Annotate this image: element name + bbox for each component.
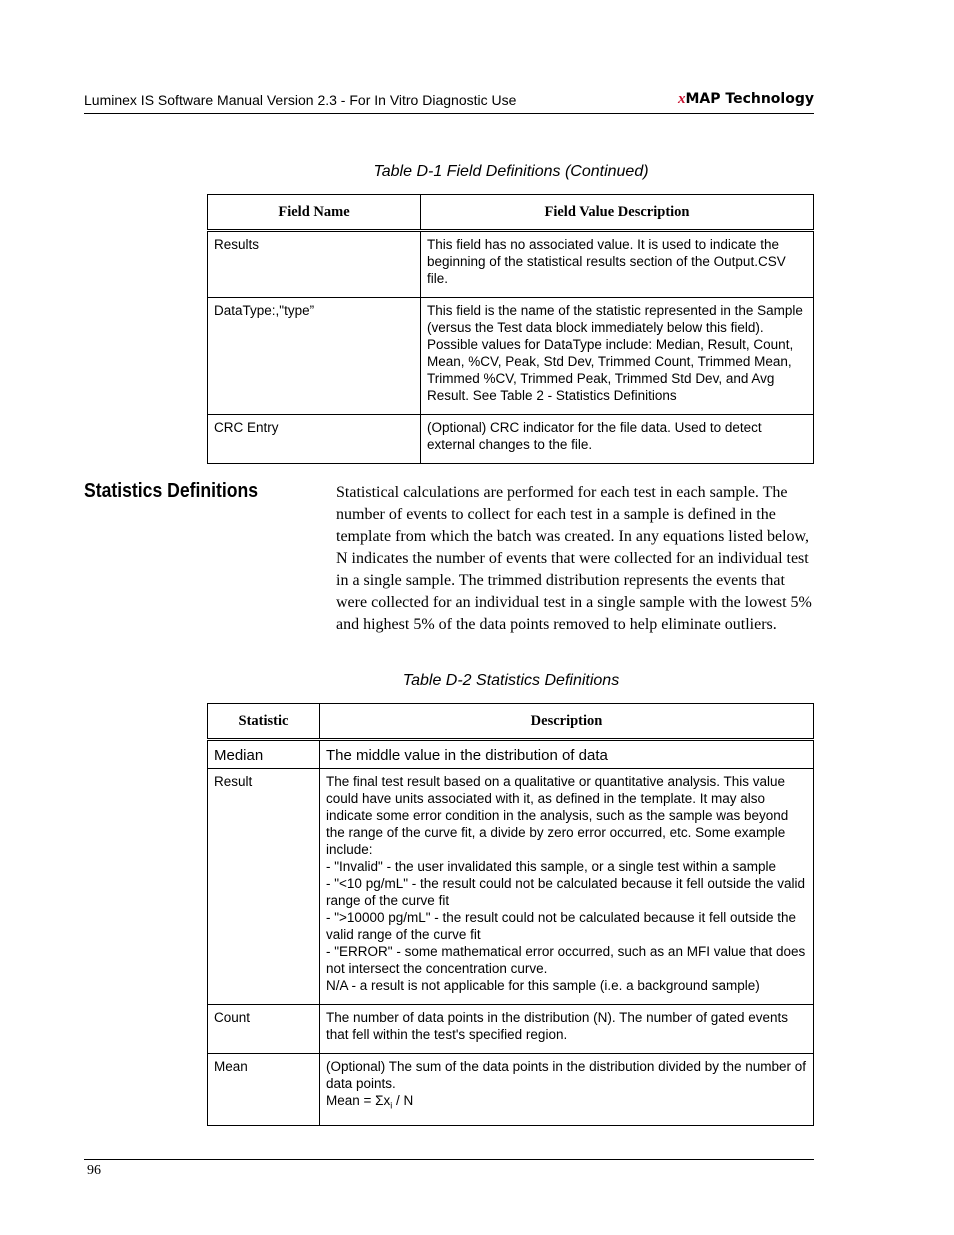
table1-caption: Table D-1 Field Definitions (Continued) [373,163,649,180]
brand-logo: xMAP Technology [677,91,814,107]
table-row [208,769,814,1005]
table-row [208,298,814,415]
result-line: - "<10 pg/mL" - the result could not be calculated because it fell outside the valid range of the curve fit [326,876,805,908]
result-line: - ">10000 pg/mL" - the result could not be calculated because it fell outside the valid range of the curve fit [326,910,797,942]
field-name-cell: DataType:,"type” [208,298,421,415]
table2-caption: Table D-2 Statistics Definitions [402,672,620,689]
table-row [208,231,814,298]
statistic-description-cell [320,769,814,1005]
field-name-cell: CRC Entry [208,415,421,464]
section-heading: Statistics Definitions [84,480,259,502]
statistic-name-cell: Result [208,769,320,1005]
field-description-cell: This field is the name of the statistic represented in the Sample (versus the Test data block immediately below this field). Possible values for DataType include: Median, Result, Count, Mean, %CV, Peak, Std Dev, Trimmed Count, Trimmed Mean, Trimmed %CV, Trimmed Peak, Trimmed Std Dev, and Avg Result. See Table 2 - Statistics Definitions [421,298,814,415]
column-header: Field Name [208,195,421,231]
mean-formula: Mean = $\Sigma x_i$ / N [326,1093,414,1111]
statistic-description-cell [320,1054,814,1126]
footer-rule [84,1159,814,1160]
statistic-description-cell: The number of data points in the distribution (N). The number of gated events that fell within the test's specified region. [320,1005,814,1054]
table-header-row [208,195,814,231]
result-line: - "ERROR" - some mathematical error occurred, such as an MFI value that does not intersect the concentration curve. [326,944,806,976]
page-number: 96 [87,1163,101,1178]
field-definitions-table [207,194,814,464]
statistic-description-cell: The middle value in the distribution of data [320,740,814,769]
result-line: - "Invalid" - the user invalidated this sample, or a single test within a sample [326,859,777,874]
statistic-name-cell: Median [208,740,320,769]
table-row [208,740,814,769]
header-rule [84,113,814,114]
mean-description: (Optional) The sum of the data points in the distribution divided by the number of data points. [326,1059,807,1091]
column-header: Statistic [208,704,320,740]
field-description-cell: (Optional) CRC indicator for the file data. Used to detect external changes to the file. [421,415,814,464]
result-line: N/A - a result is not applicable for this sample (i.e. a background sample) [326,978,760,993]
table-header-row [208,704,814,740]
table-row [208,1005,814,1054]
statistic-name-cell: Mean [208,1054,320,1126]
field-name-cell: Results [208,231,421,298]
statistic-name-cell: Count [208,1005,320,1054]
table-row [208,415,814,464]
field-description-cell: This field has no associated value. It is used to indicate the beginning of the statistical results section of the Output.CSV file. [421,231,814,298]
table-row [208,1054,814,1126]
page-header-title: Luminex IS Software Manual Version 2.3 - For In Vitro Diagnostic Use [84,92,517,108]
section-paragraph: Statistical calculations are performed for each test in each sample. The number of events to collect for each test in a sample is defined in the template from which the batch was created. In any equations listed below, N indicates the number of events that were collected for an individual test in a single sample. The trimmed distribution represents the events that were collected for an individual test in a single sample with the lowest 5% and highest 5% of the data points removed to help eliminate outliers. [336,484,812,633]
column-header: Description [320,704,814,740]
statistics-definitions-table [207,703,814,1126]
column-header: Field Value Description [421,195,814,231]
result-line: The final test result based on a qualitative or quantitative analysis. This value could have units associated with it, as defined in the template. It may also indicate some error condition in the analysis, such as the sample was beyond the range of the curve fit, a divide by zero error occurred, etc. Some example include: [326,774,789,857]
